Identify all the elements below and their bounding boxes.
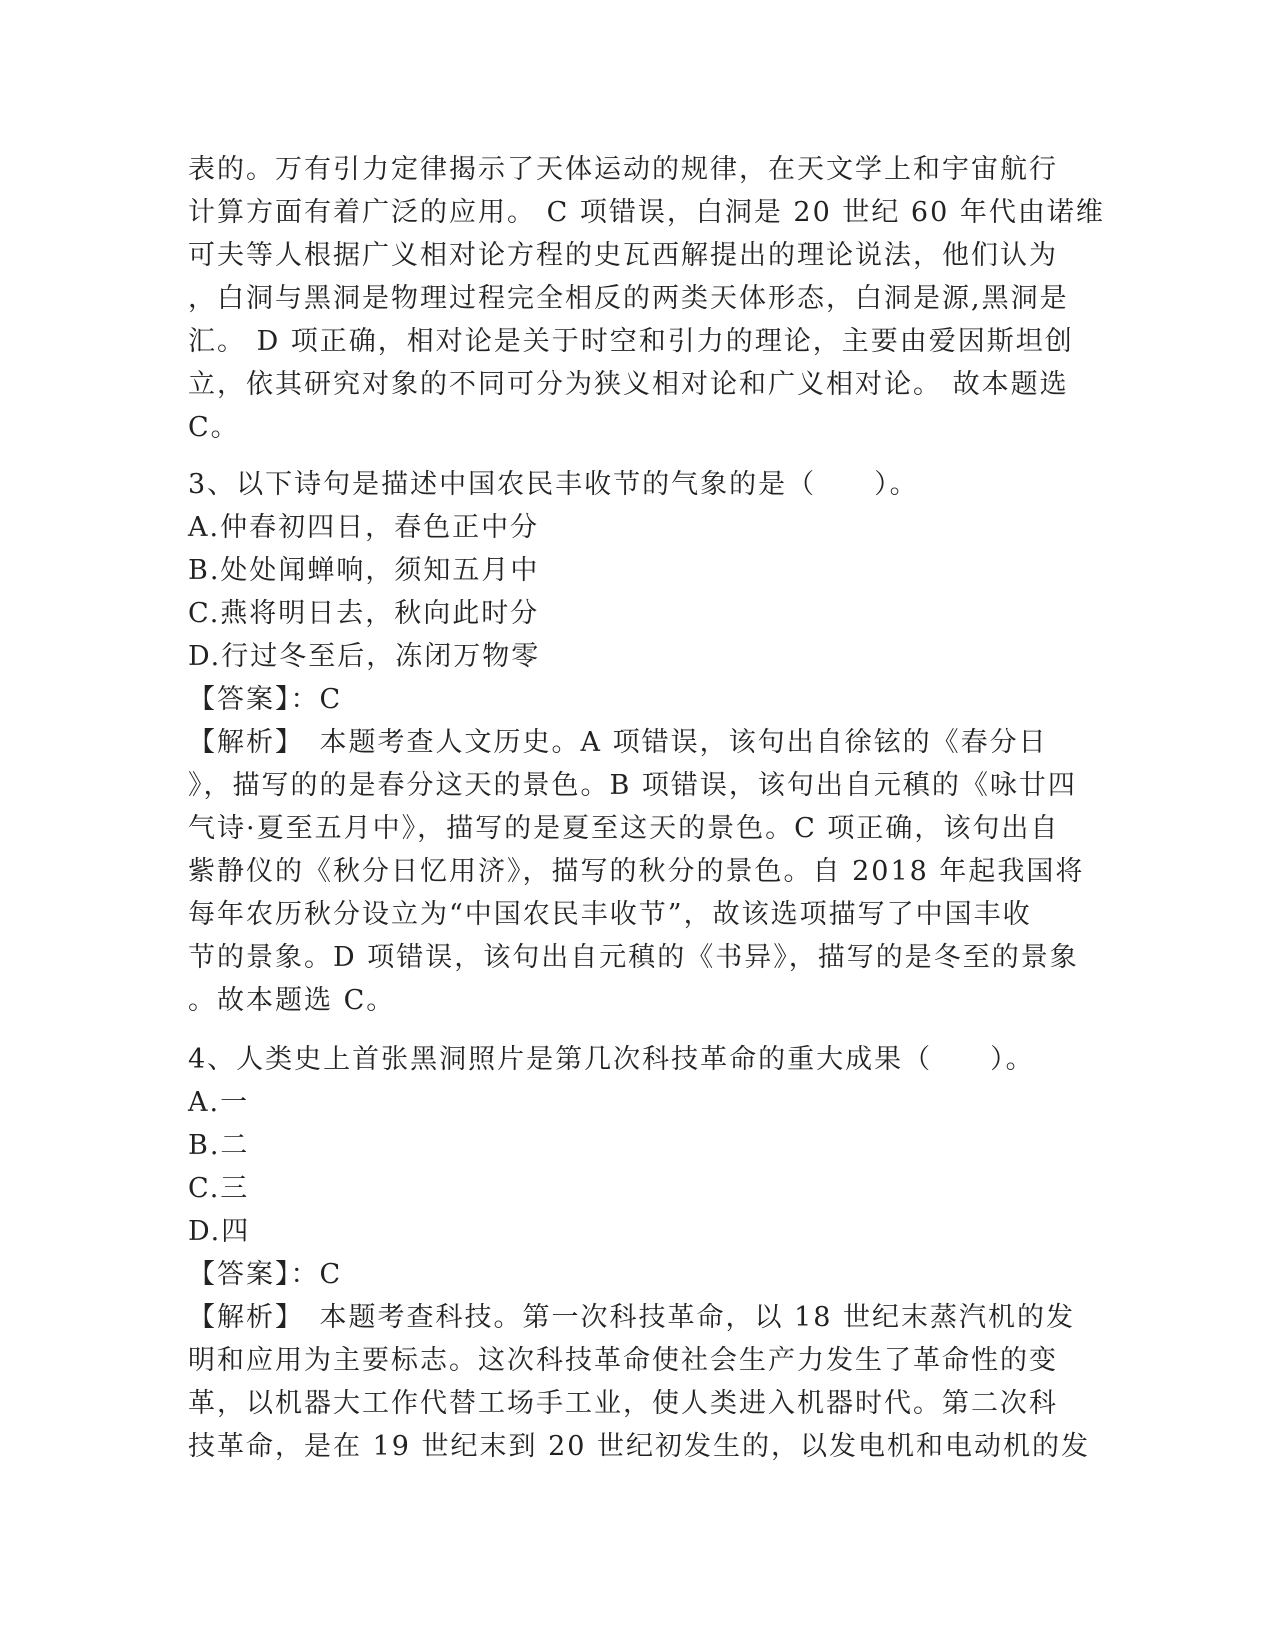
text-line: 可夫等人根据广义相对论方程的史瓦西解提出的理论说法，他们认为 [188, 240, 1058, 271]
option-a: A.仲春初四日，春色正中分 [188, 512, 540, 543]
spacer [188, 449, 1078, 463]
document-page [188, 148, 1105, 1468]
explanation-line: 。故本题选 C。 [188, 985, 396, 1016]
text-line: C。 [188, 412, 240, 443]
explanation-line: 【解析】 本题考查科技。第一次科技革命，以 18 世纪末蒸汽机的发 [188, 1302, 1076, 1333]
answer-line: 【答案】：C [188, 684, 343, 715]
answer-line: 【答案】：C [188, 1259, 343, 1290]
question-text: 3、以下诗句是描述中国农民丰收节的气象的是（ ）。 [188, 469, 919, 500]
explanation-line: 》，描写的的是春分这天的景色。B 项错误，该句出自元稹的《咏廿四 [188, 770, 1077, 801]
explanation-line: 技革命，是在 19 世纪末到 20 世纪初发生的，以发电机和电动机的发 [188, 1431, 1091, 1462]
question-text: 4、人类史上首张黑洞照片是第几次科技革命的重大成果（ ）。 [188, 1044, 1035, 1075]
previous-explanation [188, 148, 1105, 449]
explanation-line: 紫静仪的《秋分日忆用济》，描写的秋分的景色。自 2018 年起我国将 [188, 856, 1085, 887]
option-b: B.处处闻蝉响，须知五月中 [188, 555, 540, 586]
text-line: 汇。 D 项正确，相对论是关于时空和引力的理论，主要由爱因斯坦创 [188, 326, 1074, 357]
text-line: ，白洞与黑洞是物理过程完全相反的两类天体形态，白洞是源,黑洞是 [188, 283, 1069, 314]
option-a: A.一 [188, 1087, 250, 1118]
option-d: D.四 [188, 1216, 251, 1247]
explanation-line: 节的景象。D 项错误，该句出自元稹的《书异》，描写的是冬至的景象 [188, 942, 1079, 973]
option-b: B.二 [188, 1130, 250, 1161]
explanation-line: 【解析】 本题考查人文历史。A 项错误，该句出自徐铉的《春分日 [188, 727, 1048, 758]
explanation-line: 明和应用为主要标志。这次科技革命使社会生产力发生了革命性的变 [188, 1345, 1058, 1376]
explanation-line: 革，以机器大工作代替工场手工业，使人类进入机器时代。第二次科 [188, 1388, 1058, 1419]
text-line: 计算方面有着广泛的应用。 C 项错误，白洞是 20 世纪 60 年代由诺维 [188, 197, 1105, 228]
explanation-line: 气诗·夏至五月中》，描写的是夏至这天的景色。C 项正确，该句出自 [188, 813, 1060, 844]
question-4 [188, 1038, 1091, 1468]
text-line: 立，依其研究对象的不同可分为狭义相对论和广义相对论。 故本题选 [188, 369, 1069, 400]
explanation-line: 每年农历秋分设立为“中国农民丰收节”，故该选项描写了中国丰收 [188, 899, 1032, 930]
question-3 [188, 463, 1085, 1022]
option-c: C.三 [188, 1173, 250, 1204]
option-d: D.行过冬至后，冻闭万物零 [188, 641, 541, 672]
text-line: 表的。万有引力定律揭示了天体运动的规律，在天文学上和宇宙航行 [188, 154, 1058, 185]
spacer [188, 1022, 1078, 1038]
option-c: C.燕将明日去，秋向此时分 [188, 598, 540, 629]
